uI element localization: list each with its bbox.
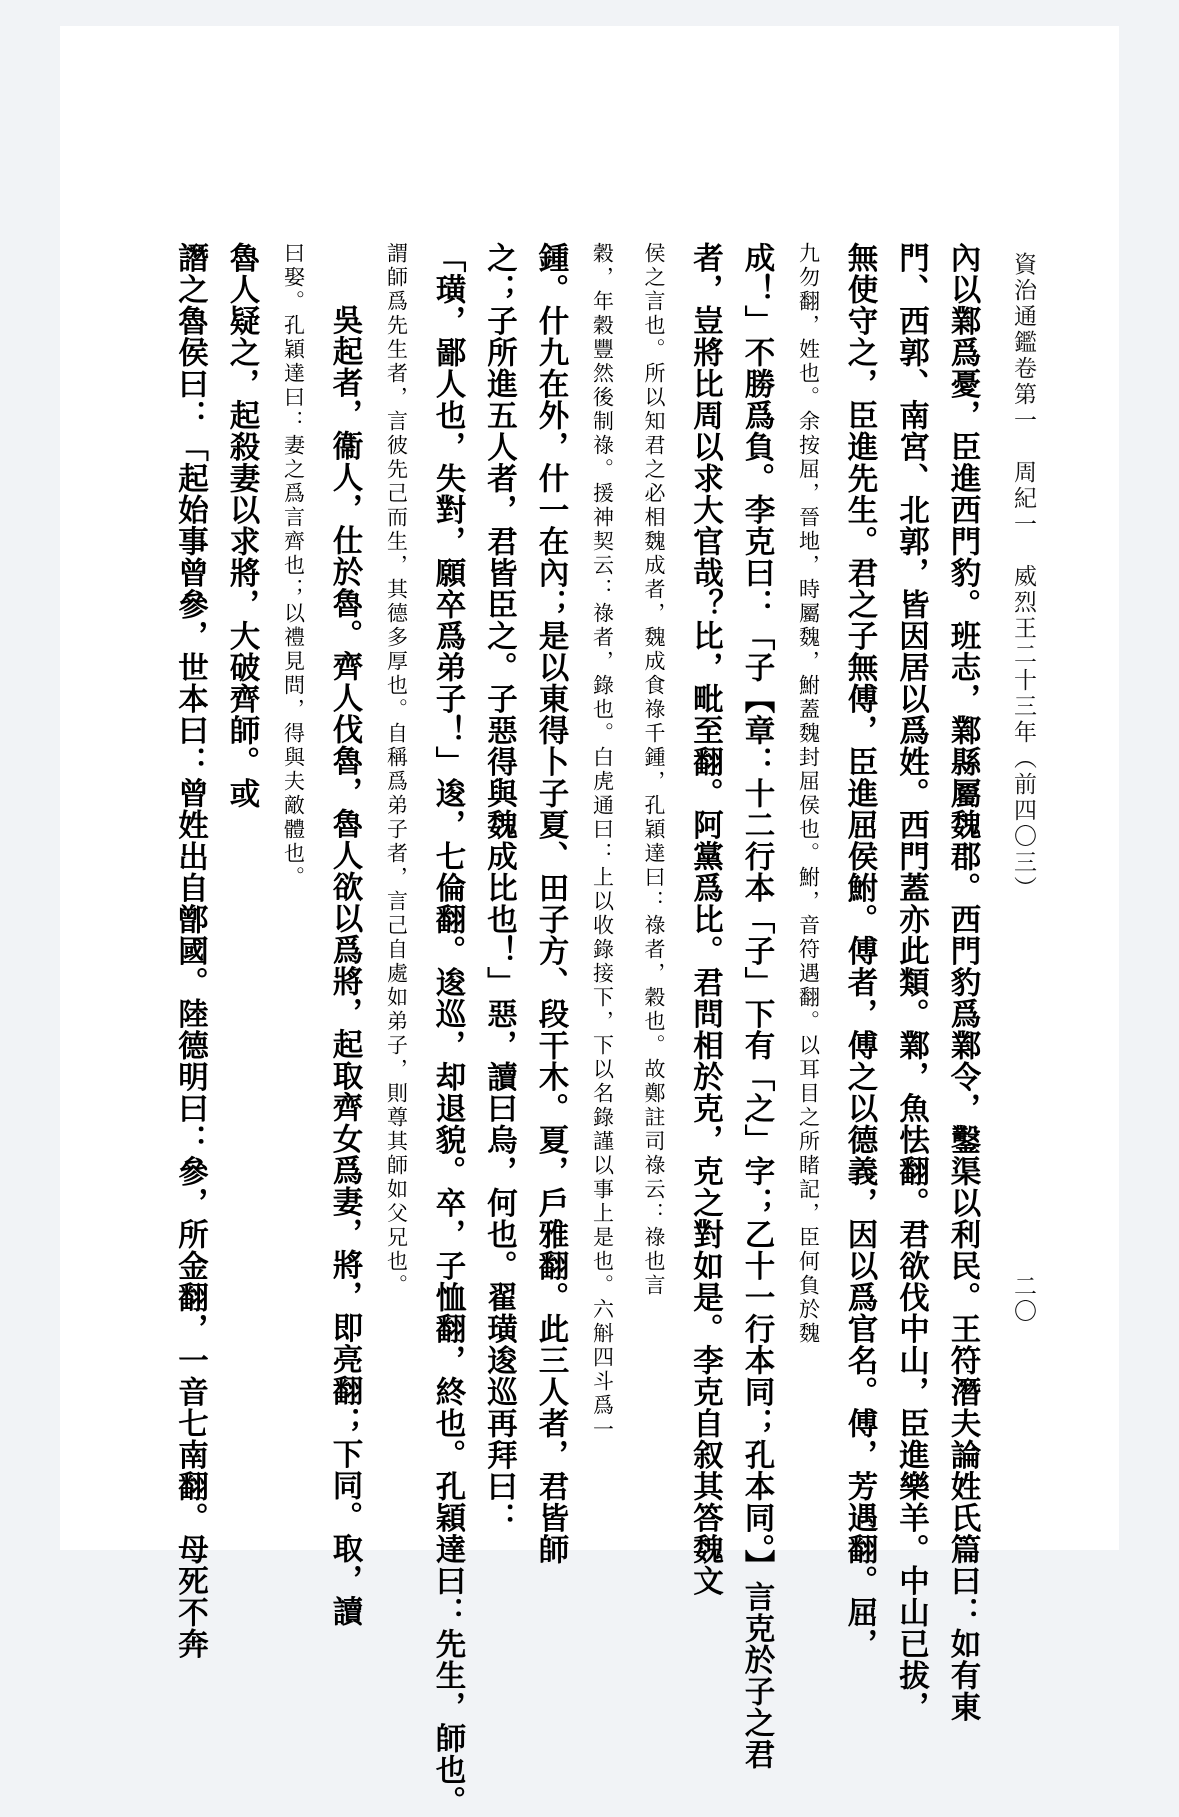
- page-number: 二〇: [1010, 1274, 1036, 1324]
- text-column: 內以鄴爲憂，臣進西門豹。班志，鄴縣屬魏郡。西門豹爲鄴令，鑿渠以利民。王符潛夫論姓氏篇曰：如有東: [945, 242, 981, 1723]
- text-column: 無使守之，臣進先生。君之子無傅，臣進屈侯鮒。傅者，傅之以德義，因以爲官名。傅，芳遇翻。屈，: [842, 242, 878, 1660]
- text-column: 穀，年穀豐然後制祿。援神契云：祿者，錄也。白虎通曰：上以收錄接下，下以名錄謹以事上是也。六斛四斗爲一: [590, 242, 615, 1442]
- text-column: 譖之魯侯曰：「起始事曾參，世本曰：曾姓出自鄫國。陸德明曰：參，所金翻，一音七南翻。母死不奔: [172, 242, 209, 1660]
- text-column: 成！」不勝爲負。李克曰：「子【章：十二行本「子」下有「之」字；乙十一行本同；孔本同。】言克於子之君: [739, 242, 775, 1771]
- text-column: 九勿翻，姓也。余按屈，晉地，時屬魏，鮒蓋魏封屈侯也。鮒，音符遇翻。以耳目之所睹記，臣何負於魏: [796, 242, 821, 1346]
- text-column: 之；子所進五人者，君皆臣之。子惡得與魏成比也！」惡，讀曰烏，何也。翟璜逡巡再拜曰：: [481, 242, 518, 1534]
- text-column: 門、西郭、南宮、北郭，皆因居以爲姓。西門蓋亦此類。鄴，魚怯翻。君欲伐中山，臣進樂羊。中山已拔，: [893, 242, 930, 1723]
- text-column: 魯人疑之，起殺妻以求將，大破齊師。或: [224, 242, 260, 809]
- text-column: 謂師爲先生者，言彼先己而生，其德多厚也。自稱爲弟子者，言己自處如弟子，則尊其師如父兄也。: [384, 242, 409, 1298]
- text-column: 吳起者，衞人，仕於魯。齊人伐魯，魯人欲以爲將，起取齊女爲妻，將，即亮翻；下同。取，讀: [327, 304, 363, 1627]
- text-column: 曰娶。孔穎達曰：妻之爲言齊也；以禮見問，得與夫敵體也。: [281, 242, 306, 890]
- page-header: [1005, 252, 1041, 1402]
- text-column: 侯之言也。所以知君之必相魏成者，魏成食祿千鍾，孔穎達曰：祿者，穀也。故鄭註司祿云：祿也言: [642, 242, 666, 1298]
- text-column: 鍾。什九在外，什一在內；是以東得卜子夏、田子方、段干木。夏，戶雅翻。此三人者，君皆師: [533, 242, 569, 1565]
- document-page: [60, 26, 1119, 1817]
- body-text: [172, 242, 988, 1817]
- text-column: 「璜，鄙人也，失對，願卒爲弟子！」逡，七倫翻。逡巡，却退貌。卒，子恤翻，終也。孔穎達曰：先生，師也。: [430, 242, 466, 1817]
- text-column: 者，豈將比周以求大官哉？比，毗至翻。阿黨爲比。君問相於克，克之對如是。李克自叙其答魏文: [687, 242, 724, 1597]
- running-head: 資治通鑑卷第一 周紀一 威烈王二十三年（前四〇三）: [1010, 252, 1036, 902]
